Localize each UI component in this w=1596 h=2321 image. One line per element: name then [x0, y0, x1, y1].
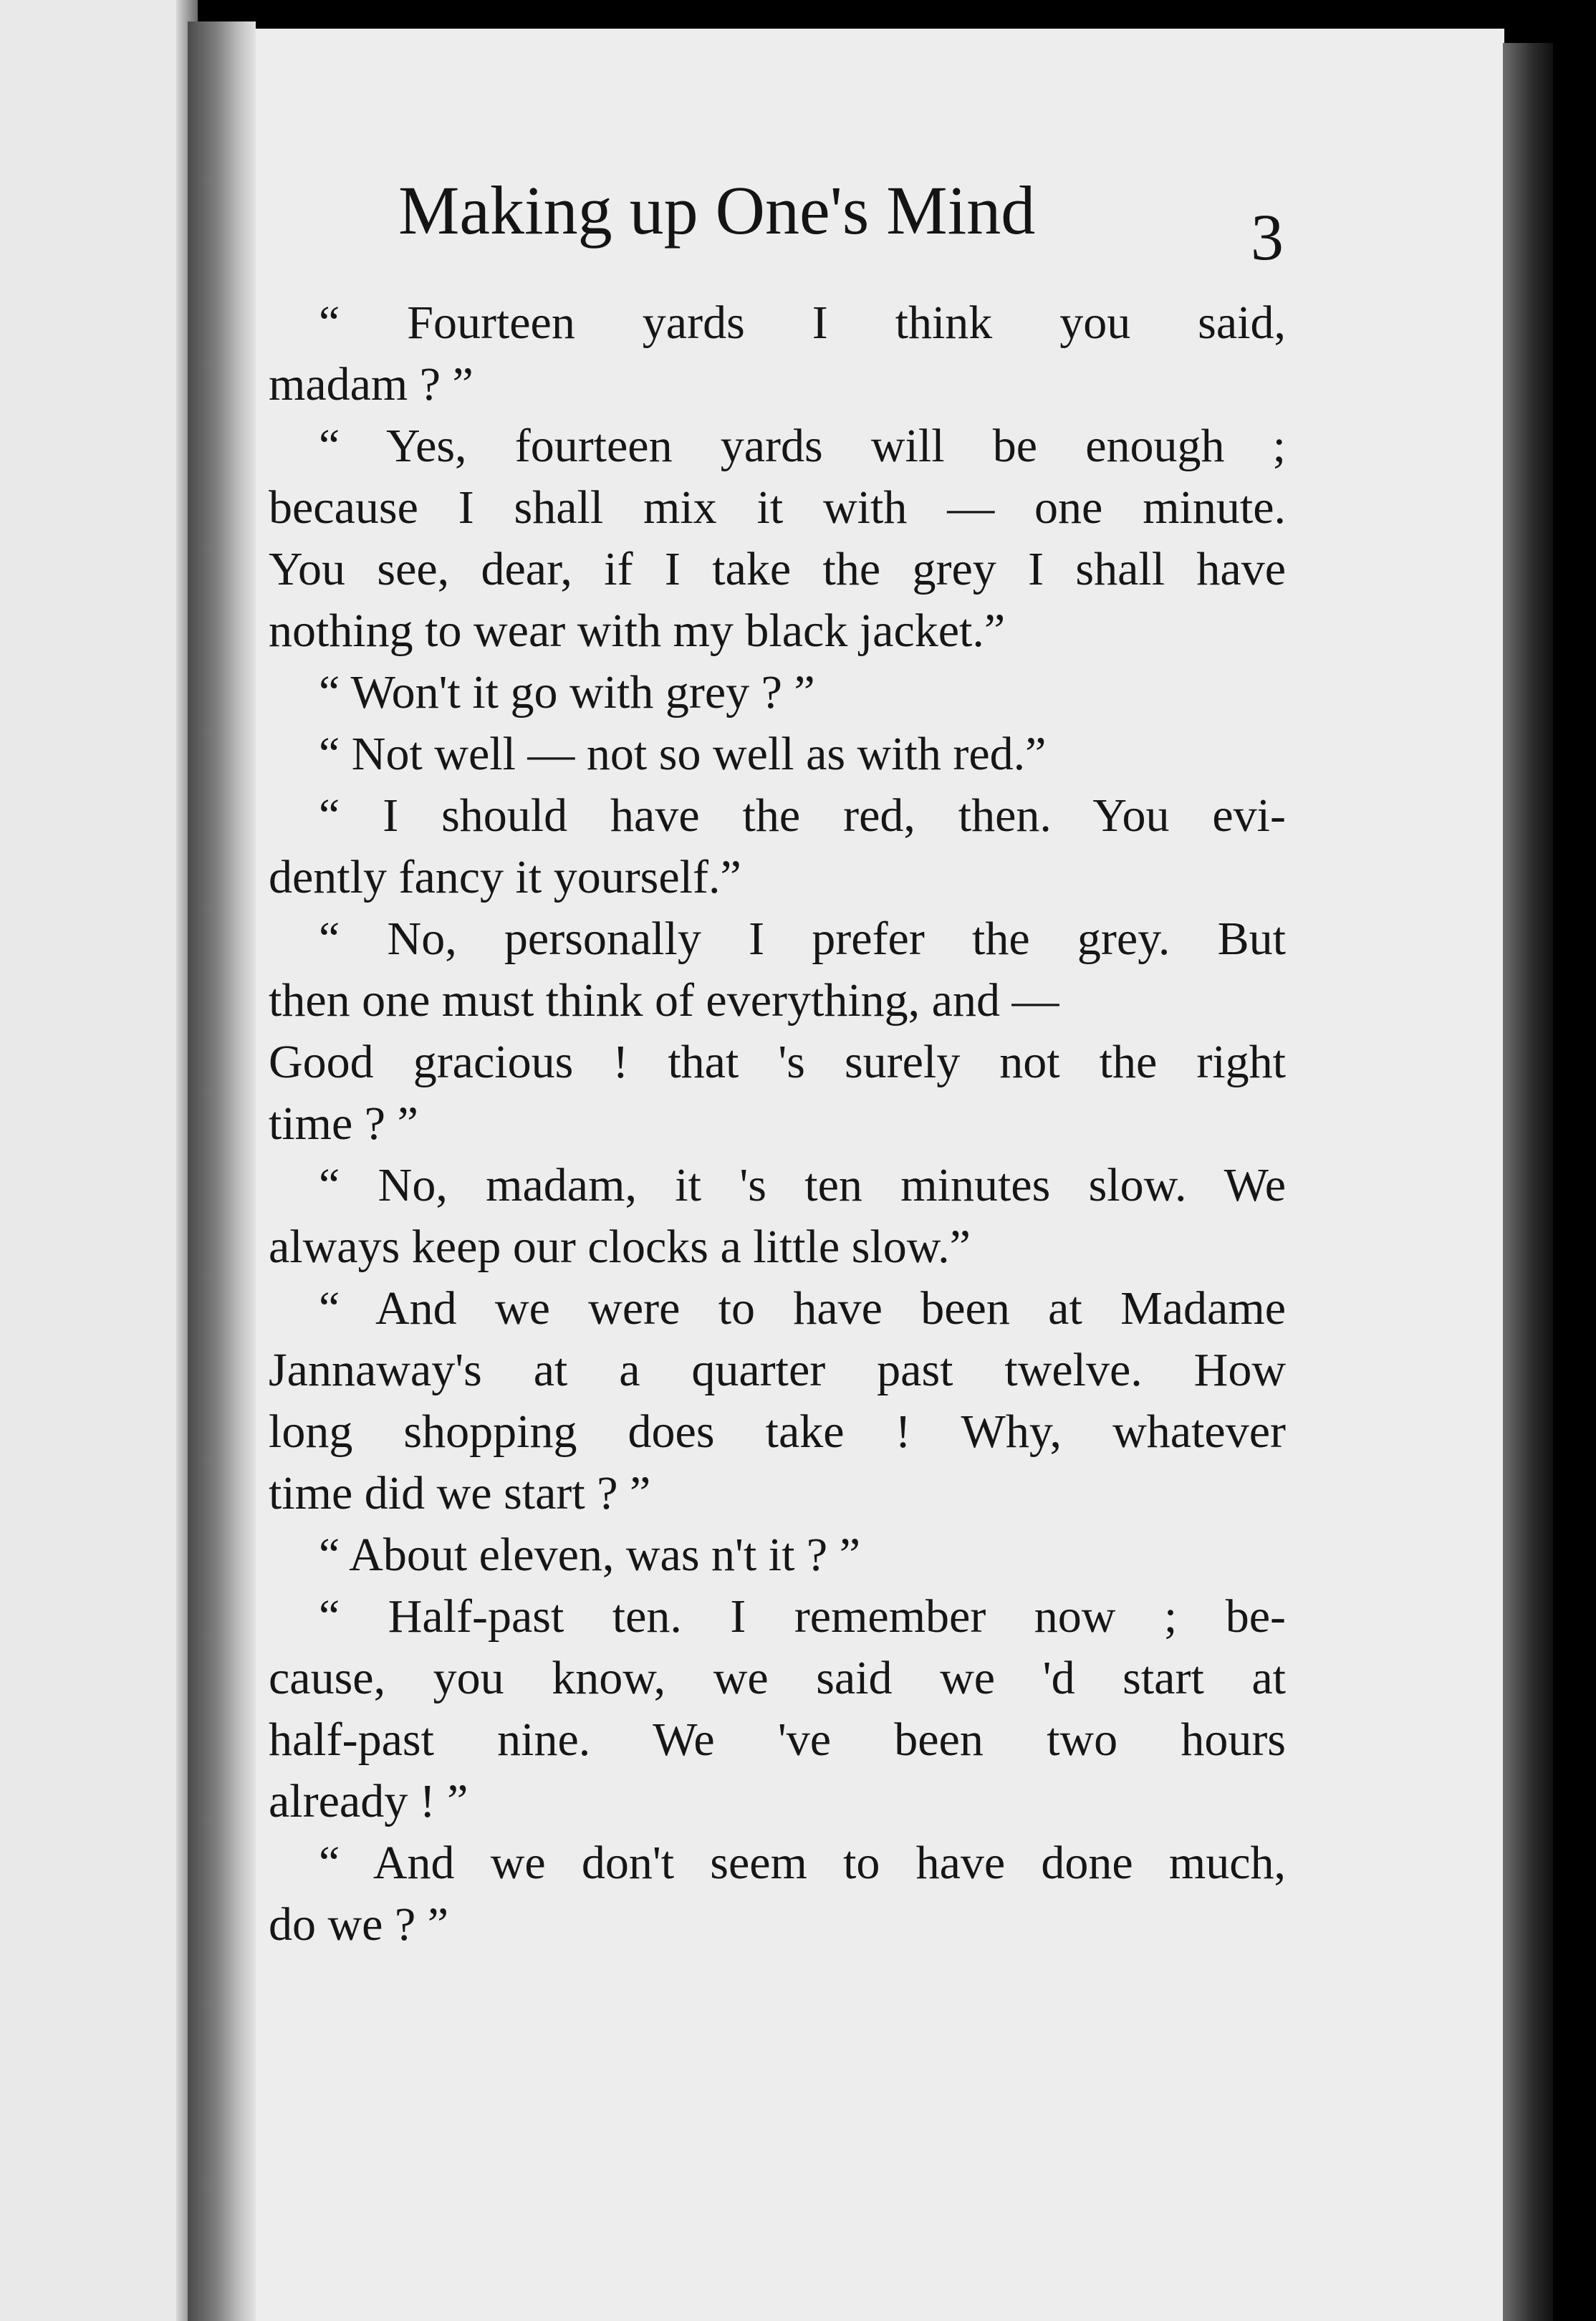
text-line: Good gracious ! that 's surely not the right [269, 1036, 1286, 1088]
page-edge-shadow [1503, 43, 1553, 2321]
page-number: 3 [1251, 201, 1284, 274]
text-line: “ Not well — not so well as with red.” [319, 728, 1047, 780]
text-line: then one must think of everything, and — [269, 974, 1059, 1027]
text-line: already ! ” [269, 1775, 468, 1827]
text-line: “ And we don't seem to have done much, [319, 1837, 1286, 1889]
text-line: “ Won't it go with grey ? ” [319, 666, 815, 719]
left-page [0, 0, 188, 2321]
text-line: nothing to wear with my black jacket.” [269, 605, 1006, 657]
text-line: cause, you know, we said we 'd start at [269, 1652, 1286, 1704]
text-line: long shopping does take ! Why, whatever [269, 1405, 1286, 1458]
text-line: “ Half-past ten. I remember now ; be- [319, 1590, 1286, 1643]
text-line: dently fancy it yourself.” [269, 851, 741, 903]
text-line: do we ? ” [269, 1898, 449, 1951]
text-line: “ And we were to have been at Madame [319, 1282, 1286, 1335]
text-line: always keep our clocks a little slow.” [269, 1221, 971, 1273]
text-line: “ Yes, fourteen yards will be enough ; [319, 420, 1286, 472]
text-line: You see, dear, if I take the grey I shall have [269, 543, 1286, 595]
text-line: “ No, madam, it 's ten minutes slow. We [319, 1159, 1286, 1211]
text-line: because I shall mix it with — one minute. [269, 481, 1286, 534]
running-header-title: Making up One's Mind [398, 172, 1036, 249]
text-line: time did we start ? ” [269, 1467, 651, 1519]
text-line: madam ? ” [269, 358, 473, 410]
text-line: “ I should have the red, then. You evi- [319, 789, 1286, 842]
text-line: “ About eleven, was n't it ? ” [319, 1529, 861, 1581]
text-line: Jannaway's at a quarter past twelve. How [269, 1344, 1286, 1396]
book-gutter [188, 21, 256, 2321]
text-line: time ? ” [269, 1097, 418, 1150]
text-line: half-past nine. We 've been two hours [269, 1714, 1286, 1766]
text-line: “ Fourteen yards I think you said, [319, 297, 1286, 349]
text-line: “ No, personally I prefer the grey. But [319, 913, 1286, 965]
page-body-text [269, 292, 1286, 1956]
